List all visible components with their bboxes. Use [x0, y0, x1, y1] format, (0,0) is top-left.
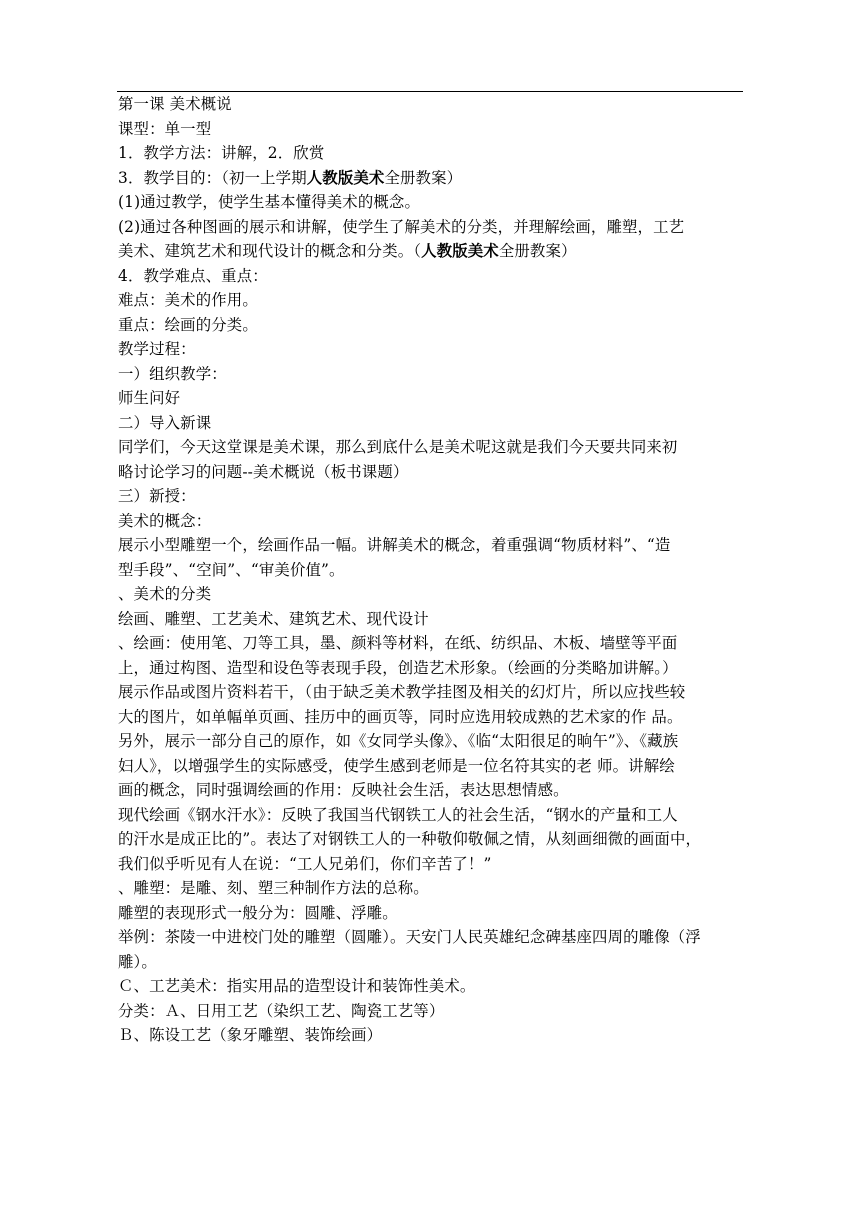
text-line — [118, 974, 748, 999]
text-line — [118, 803, 748, 828]
text-line — [118, 680, 748, 705]
document-body — [118, 92, 748, 1048]
text-segment: 全册教案） — [384, 168, 463, 187]
text-segment: 略讨论学习的问题--美术概说（板书课题） — [118, 462, 409, 481]
text-segment: 上，通过构图、造型和设色等表现手段，创造艺术形象。（绘画的分类略加讲解。） — [118, 658, 678, 677]
text-line — [118, 362, 748, 387]
text-line — [118, 533, 748, 558]
text-segment: 、雕塑：是雕、刻、塑三种制作方法的总称。 — [118, 879, 429, 897]
text-line — [118, 778, 748, 803]
text-line — [118, 92, 748, 117]
text-segment: 美术的概念： — [118, 511, 212, 530]
text-segment: 大的图片，如单幅单页画、挂历中的画页等，同时应选用较成熟的艺术家的作 品。 — [118, 707, 683, 726]
text-line — [118, 705, 748, 730]
text-segment: 现代绘画《钢水汗水》：反映了我国当代钢铁工人的社会生活，“钢水的产量和工人 — [118, 805, 678, 824]
text-line — [118, 950, 748, 975]
text-line — [118, 607, 748, 632]
text-line — [118, 999, 748, 1024]
text-segment: 展示小型雕塑一个，绘画作品一幅。讲解美术的概念，着重强调“物质材料”、“造 — [118, 536, 671, 554]
text-line — [118, 190, 748, 215]
text-segment: 的汗水是成正比的”。表达了对钢铁工人的一种敬仰敬佩之情，从刻画细微的画面中， — [118, 830, 702, 848]
text-segment: 型手段”、“空间”、“审美价值”。 — [118, 560, 345, 579]
text-line — [118, 852, 748, 877]
text-segment: 、绘画：使用笔、刀等工具，墨、颜料等材料，在纸、纺织品、木板、墙壁等平面 — [118, 634, 678, 652]
text-line — [118, 337, 748, 362]
text-segment: 4．教学难点、重点： — [118, 266, 268, 285]
text-segment: 二）导入新课 — [118, 413, 212, 432]
text-line — [118, 509, 748, 534]
text-segment: 美术、建筑艺术和现代设计的概念和分类。（ — [118, 242, 422, 260]
text-segment: 课型：单一型 — [118, 119, 212, 138]
text-line — [118, 435, 748, 460]
text-line — [118, 925, 748, 950]
text-segment: 师生问好 — [118, 389, 181, 407]
text-line — [118, 876, 748, 901]
text-segment: 三）新授： — [118, 487, 196, 505]
bold-text-segment: 人教版美术 — [306, 168, 385, 187]
text-segment: 全册教案） — [498, 242, 577, 260]
text-segment: 难点：美术的作用。 — [118, 291, 258, 309]
text-segment: 雕）。 — [118, 952, 157, 971]
text-segment: Ｂ、陈设工艺（象牙雕塑、装饰绘画） — [118, 1026, 383, 1044]
text-line — [118, 460, 748, 485]
text-segment: Ｃ、工艺美术：指实用品的造型设计和装饰性美术。 — [118, 977, 476, 995]
text-line — [118, 215, 748, 240]
text-segment: 重点：绘画的分类。 — [118, 315, 258, 334]
text-line — [118, 631, 748, 656]
text-segment: 一）组织教学： — [118, 364, 227, 383]
text-line — [118, 901, 748, 926]
text-line — [118, 386, 748, 411]
text-line — [118, 729, 748, 754]
text-line — [118, 264, 748, 289]
text-line — [118, 754, 748, 779]
text-segment: 妇人》，以增强学生的实际感受，使学生感到老师是一位名符其实的老 师。讲解绘 — [118, 756, 675, 775]
text-line — [118, 239, 748, 264]
text-segment: 绘画、雕塑、工艺美术、建筑艺术、现代设计 — [118, 609, 429, 628]
text-line — [118, 1023, 748, 1048]
text-line — [118, 582, 748, 607]
text-segment: 我们似乎听见有人在说：“工人兄弟们，你们辛苦了！” — [118, 854, 492, 873]
text-segment: 第一课 美术概说 — [118, 95, 232, 113]
text-segment: 分类：Ａ、日用工艺（染织工艺、陶瓷工艺等） — [118, 1001, 445, 1020]
bold-text-segment: 人教版美术 — [421, 242, 499, 260]
text-line — [118, 656, 748, 681]
text-segment: (2)通过各种图画的展示和讲解，使学生了解美术的分类，并理解绘画，雕塑，工艺 — [118, 217, 685, 236]
text-segment: 、美术的分类 — [118, 585, 212, 603]
text-line — [118, 411, 748, 436]
text-line — [118, 827, 748, 852]
text-segment: 3．教学目的：（初一上学期 — [118, 168, 307, 187]
text-segment: 另外，展示一部分自己的原作，如《女同学头像》、《临“太阳很足的晌午”》、《藏族 — [118, 732, 679, 750]
text-line — [118, 166, 748, 191]
text-segment: 同学们，今天这堂课是美术课，那么到底什么是美术呢这就是我们今天要共同来初 — [118, 438, 678, 456]
text-line — [118, 117, 748, 142]
text-segment: 展示作品或图片资料若干，（由于缺乏美术教学挂图及相关的幻灯片，所以应找些较 — [118, 683, 686, 701]
text-line — [118, 288, 748, 313]
text-line — [118, 558, 748, 583]
text-segment: (1)通过教学，使学生基本懂得美术的概念。 — [118, 193, 420, 211]
text-segment: 画的概念，同时强调绘画的作用：反映社会生活，表达思想情感。 — [118, 781, 569, 799]
text-line — [118, 484, 748, 509]
text-line — [118, 313, 748, 338]
text-segment: 1．教学方法：讲解，2．欣赏 — [118, 144, 325, 162]
text-line — [118, 141, 748, 166]
text-segment: 举例：茶陵一中进校门处的雕塑（圆雕）。天安门人民英雄纪念碑基座四周的雕像（浮 — [118, 928, 701, 946]
text-segment: 雕塑的表现形式一般分为：圆雕、浮雕。 — [118, 903, 398, 922]
text-segment: 教学过程： — [118, 340, 196, 358]
